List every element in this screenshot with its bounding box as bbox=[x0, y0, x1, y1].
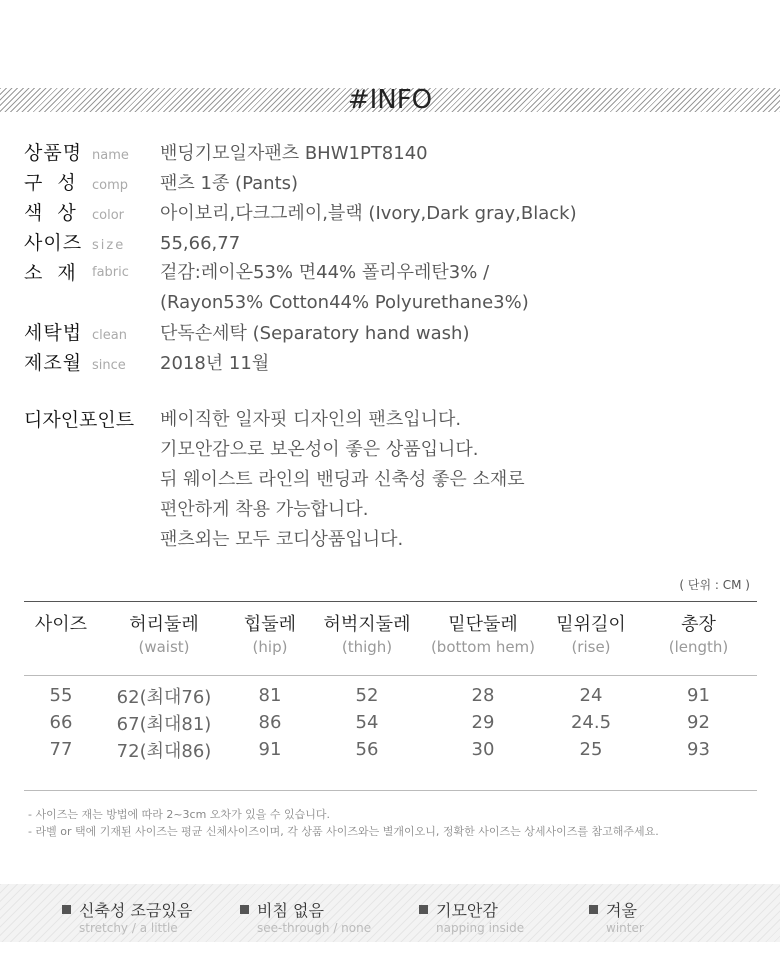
design-point-label: 디자인포인트 bbox=[24, 409, 135, 431]
spec-sublabel: fabric bbox=[92, 265, 129, 280]
table-cell: 66 bbox=[49, 712, 73, 733]
spec-label: 제조월 bbox=[24, 352, 83, 374]
spec-sublabel: color bbox=[92, 208, 125, 223]
design-point-line: 기모안감으로 보온성이 좋은 상품입니다. bbox=[160, 439, 479, 460]
feature-stretch: 신축성 조금있음 stretchy / a little bbox=[62, 898, 192, 935]
table-cell: 93 bbox=[687, 739, 710, 760]
note-line: - 사이즈는 재는 방법에 따라 2~3cm 오차가 있을 수 있습니다. bbox=[28, 808, 331, 821]
col-header-length: 총장 (length) bbox=[640, 602, 757, 676]
design-point-lines bbox=[160, 405, 525, 555]
spec-value: 단독손세탁 (Separatory hand wash) bbox=[160, 323, 470, 344]
spec-value: 팬츠 1종 (Pants) bbox=[160, 173, 299, 194]
table-cell: 81 bbox=[258, 685, 282, 706]
table-cell: 29 bbox=[471, 712, 495, 733]
table-cell: 91 bbox=[258, 739, 282, 760]
note-line: - 라벨 or 택에 기재된 사이즈는 평균 신체사이즈이며, 각 상품 사이즈와는 별개이오니, 정확한 사이즈는 상세사이즈를 참고해주세요. bbox=[28, 825, 659, 838]
spec-row-size bbox=[24, 228, 764, 258]
product-spec-list bbox=[24, 138, 764, 378]
table-row bbox=[24, 709, 757, 736]
spec-sublabel: size bbox=[92, 238, 126, 253]
table-cell: 55 bbox=[49, 685, 73, 706]
design-point-line: 편안하게 착용 가능합니다. bbox=[160, 499, 369, 520]
table-cell: 62(최대76) bbox=[116, 686, 212, 708]
design-point-line: 팬츠외는 모두 코디상품입니다. bbox=[160, 529, 404, 550]
col-header-bottom-hem: 밑단둘레 (bottom hem) bbox=[424, 602, 542, 676]
feature-see-through: 비침 없음 see-through / none bbox=[240, 898, 371, 935]
col-header-size: 사이즈 bbox=[24, 602, 98, 676]
spec-label: 상품명 bbox=[24, 142, 83, 164]
spec-row-clean bbox=[24, 318, 764, 348]
table-cell: 30 bbox=[471, 739, 495, 760]
table-cell: 91 bbox=[687, 685, 710, 706]
design-point-line: 뒤 웨이스트 라인의 밴딩과 신축성 좋은 소재로 bbox=[160, 469, 525, 490]
col-header-hip: 힙둘레 (hip) bbox=[230, 602, 310, 676]
table-cell: 25 bbox=[579, 739, 603, 760]
spec-label: 소재 bbox=[24, 262, 91, 284]
table-cell: 28 bbox=[471, 685, 495, 706]
spec-value: 아이보리,다크그레이,블랙 (Ivory,Dark gray,Black) bbox=[160, 203, 577, 224]
table-cell: 92 bbox=[687, 712, 710, 733]
spec-value: 55,66,77 bbox=[160, 233, 241, 254]
table-cell: 56 bbox=[355, 739, 379, 760]
spec-label: 사이즈 bbox=[24, 232, 83, 254]
table-cell: 24 bbox=[579, 685, 603, 706]
spec-sublabel: since bbox=[92, 358, 126, 373]
col-header-thigh: 허벅지둘레 (thigh) bbox=[310, 602, 424, 676]
spec-value: 밴딩기모일자팬츠 BHW1PT8140 bbox=[160, 143, 428, 164]
table-cell: 77 bbox=[49, 739, 73, 760]
feature-napping: 기모안감 napping inside bbox=[419, 898, 524, 935]
square-bullet-icon bbox=[240, 905, 249, 914]
table-cell: 54 bbox=[355, 712, 379, 733]
info-title: #INFO bbox=[347, 85, 433, 115]
spec-row-name bbox=[24, 138, 764, 168]
spec-sublabel: comp bbox=[92, 178, 129, 193]
size-unit-label: ( 단위 : CM ) bbox=[679, 578, 750, 592]
table-row bbox=[24, 676, 757, 710]
square-bullet-icon bbox=[589, 905, 598, 914]
table-cell: 67(최대81) bbox=[116, 713, 212, 735]
spec-label: 세탁법 bbox=[24, 322, 83, 344]
table-bottom-rule bbox=[24, 790, 757, 791]
square-bullet-icon bbox=[62, 905, 71, 914]
size-table bbox=[24, 601, 757, 763]
design-point-line: 베이직한 일자핏 디자인의 팬츠입니다. bbox=[160, 409, 462, 430]
table-cell: 52 bbox=[355, 685, 379, 706]
table-row bbox=[24, 736, 757, 763]
table-cell: 72(최대86) bbox=[116, 740, 212, 762]
spec-label: 구성 bbox=[24, 172, 91, 194]
spec-row-comp bbox=[24, 168, 764, 198]
spec-row-fabric bbox=[24, 258, 764, 318]
feature-season: 겨울 winter bbox=[589, 898, 644, 935]
fabric-line-en: (Rayon53% Cotton44% Polyurethane3%) bbox=[160, 292, 529, 313]
col-header-rise: 밑위길이 (rise) bbox=[542, 602, 640, 676]
spec-sublabel: clean bbox=[92, 328, 127, 343]
spec-value: 2018년 11월 bbox=[160, 353, 270, 374]
spec-row-color bbox=[24, 198, 764, 228]
feature-bar bbox=[0, 884, 780, 942]
design-point bbox=[24, 405, 764, 555]
table-cell: 86 bbox=[258, 712, 282, 733]
spec-value bbox=[160, 258, 529, 318]
size-notes bbox=[28, 806, 659, 840]
table-cell: 24.5 bbox=[570, 712, 612, 733]
fabric-line-ko: 겉감:레이온53% 면44% 폴리우레탄3% / bbox=[160, 262, 490, 283]
col-header-waist: 허리둘레 (waist) bbox=[98, 602, 230, 676]
spec-label: 색상 bbox=[24, 202, 91, 224]
spec-row-since bbox=[24, 348, 764, 378]
square-bullet-icon bbox=[419, 905, 428, 914]
size-table-header bbox=[24, 602, 757, 676]
spec-sublabel: name bbox=[92, 148, 129, 163]
